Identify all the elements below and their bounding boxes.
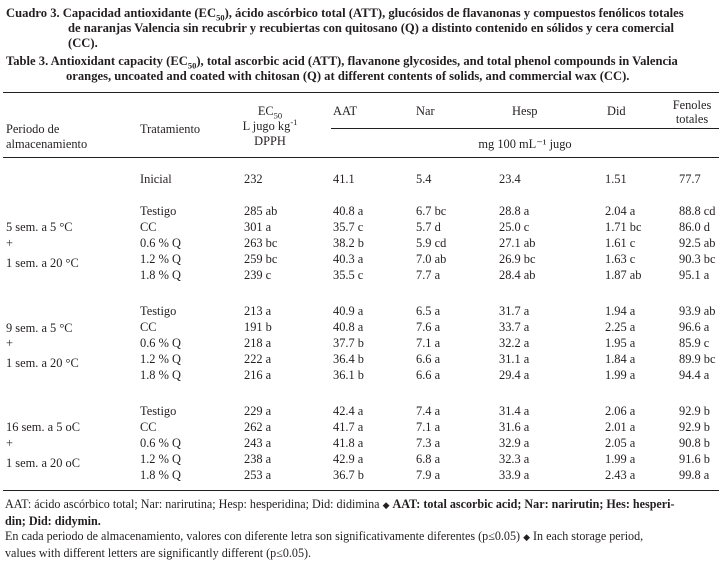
cell-treatment: 1.8 % Q (140, 468, 181, 482)
cell-hesp: 28.4 ab (499, 268, 536, 282)
cell-nar: 6.6 a (416, 352, 441, 366)
footnotes (5, 497, 718, 561)
cell-hesp: 32.3 a (499, 452, 530, 466)
footnote-abbr-l1 (5, 497, 718, 514)
cell-did: 1.84 a (605, 352, 636, 366)
cell-fenoles: 96.6 a (679, 320, 710, 334)
caption-en-text: Table 3. Antioxidant capacity (EC (6, 54, 188, 68)
caption-es-line2: de naranjas Valencia sin recubrir y recubiertas con quitosano (Q) a distinto contenido en sólidos y cera comercial (68, 21, 675, 35)
cell-did: 1.95 a (605, 336, 636, 350)
header-ec50-unit-sup: -1 (290, 116, 298, 127)
header-dpph: DPPH (254, 134, 286, 148)
period-label-l1: 16 sem. a 5 oC (6, 420, 80, 434)
header-rule (3, 157, 719, 158)
cell-treatment: Testigo (140, 204, 177, 218)
cell-ec50: 239 c (244, 268, 272, 282)
cell-fenoles: 86.0 d (679, 220, 710, 234)
cell-ec50: 285 ab (244, 204, 278, 218)
cell-ec50: 216 a (244, 368, 272, 382)
header-treatment: Tratamiento (140, 122, 201, 136)
cell-hesp: 31.4 a (499, 404, 530, 418)
cell-ec50: 222 a (244, 352, 272, 366)
cell-nar: 6.7 bc (416, 204, 447, 218)
cell-ec50: 229 a (244, 404, 272, 418)
cell-hesp: 23.4 (499, 172, 521, 186)
header-nar: Nar (416, 104, 435, 118)
cell-treatment: Testigo (140, 404, 177, 418)
bottom-rule (3, 490, 719, 491)
cell-nar: 7.4 a (416, 404, 441, 418)
cell-hesp: 31.6 a (499, 420, 530, 434)
footnote-abbr-en: AAT: total ascorbic acid; Nar: narirutin; Hes: hesperi- (392, 497, 675, 511)
cell-fenoles: 95.1 a (679, 268, 710, 282)
cell-aat: 36.1 b (333, 368, 364, 382)
cell-did: 1.94 a (605, 304, 636, 318)
cell-aat: 35.7 c (333, 220, 364, 234)
footnote-sig-l2: values with different letters are significantly different (p≤0.05). (5, 545, 312, 560)
caption-es-text: Cuadro 3. Capacidad antioxidante (EC (6, 6, 217, 20)
period-label-l2: + (6, 436, 13, 450)
cell-nar: 5.7 d (416, 220, 441, 234)
header-unit: mg 100 mL⁻¹ jugo (478, 137, 572, 151)
cell-ec50: 301 a (244, 220, 272, 234)
cell-aat: 41.7 a (333, 420, 364, 434)
cell-treatment: CC (140, 320, 157, 334)
header-fenoles-l2: totales (675, 112, 709, 126)
cell-aat: 40.9 a (333, 304, 364, 318)
period-label-l1: 9 sem. a 5 °C (6, 321, 73, 335)
header-hesp: Hesp (512, 104, 538, 118)
period-label-l3: 1 sem. a 20 °C (6, 256, 79, 270)
cell-hesp: 26.9 bc (499, 252, 536, 266)
cell-ec50: 218 a (244, 336, 272, 350)
unit-rule (331, 128, 719, 129)
cell-did: 1.99 a (605, 368, 636, 382)
cell-fenoles: 88.8 cd (679, 204, 716, 218)
cell-did: 1.71 bc (605, 220, 642, 234)
cell-nar: 7.3 a (416, 436, 441, 450)
cell-treatment: 0.6 % Q (140, 336, 181, 350)
footnote-abbr-l2 (5, 514, 718, 530)
cell-fenoles: 77.7 (679, 172, 701, 186)
cell-ec50: 191 b (244, 320, 272, 334)
cell-did: 1.61 c (605, 236, 636, 250)
cell-did: 2.43 a (605, 468, 636, 482)
cell-nar: 7.1 a (416, 420, 441, 434)
cell-did: 1.63 c (605, 252, 636, 266)
cell-ec50: 243 a (244, 436, 272, 450)
cell-aat: 41.8 a (333, 436, 364, 450)
cell-nar: 7.7 a (416, 268, 441, 282)
cell-aat: 40.8 a (333, 204, 364, 218)
footnote-abbr-en-l2: din; Did: didymin. (5, 513, 101, 528)
top-rule (3, 92, 719, 93)
table-caption-en (6, 54, 718, 84)
cell-did: 2.25 a (605, 320, 636, 334)
header-period-l1: Periodo de (6, 122, 60, 136)
cell-aat: 40.8 a (333, 320, 364, 334)
cell-did: 2.04 a (605, 204, 636, 218)
header-fenoles-l1: Fenoles (672, 98, 712, 112)
cell-hesp: 27.1 ab (499, 236, 536, 250)
cell-nar: 6.6 a (416, 368, 441, 382)
cell-fenoles: 90.8 b (679, 436, 710, 450)
cell-treatment: 0.6 % Q (140, 236, 181, 250)
cell-fenoles: 91.6 b (679, 452, 710, 466)
period-label-l2: + (6, 336, 13, 350)
cell-fenoles: 89.9 bc (679, 352, 716, 366)
cell-aat: 38.2 b (333, 236, 364, 250)
cell-ec50: 263 bc (244, 236, 278, 250)
header-aat: AAT (333, 104, 358, 118)
cell-hesp: 29.4 a (499, 368, 530, 382)
footnote-sig-en: In each storage period, (533, 529, 644, 543)
period-label-l1: 5 sem. a 5 °C (6, 220, 73, 234)
cell-hesp: 31.7 a (499, 304, 530, 318)
caption-es-line3: (CC). (68, 36, 98, 50)
cell-nar: 7.1 a (416, 336, 441, 350)
cell-nar: 6.5 a (416, 304, 441, 318)
cell-treatment: 0.6 % Q (140, 436, 181, 450)
cell-aat: 36.7 b (333, 468, 364, 482)
table-caption-es (6, 6, 718, 51)
cell-nar: 5.9 cd (416, 236, 447, 250)
cell-fenoles: 92.5 ab (679, 236, 716, 250)
cell-ec50: 213 a (244, 304, 272, 318)
header-ec50-unit (220, 116, 320, 133)
cell-did: 1.99 a (605, 452, 636, 466)
cell-treatment: 1.8 % Q (140, 368, 181, 382)
caption-en-sub: 50 (187, 60, 197, 71)
cell-treatment: CC (140, 220, 157, 234)
cell-did: 2.06 a (605, 404, 636, 418)
caption-en-line2: oranges, uncoated and coated with chitosan (Q) at different contents of solids, and commercial wax (CC). (66, 69, 630, 83)
cell-aat: 42.4 a (333, 404, 364, 418)
cell-aat: 37.7 b (333, 336, 364, 350)
cell-hesp: 25.0 c (499, 220, 530, 234)
cell-did: 1.87 ab (605, 268, 642, 282)
cell-hesp: 32.2 a (499, 336, 530, 350)
header-ec50-text: EC (257, 104, 274, 118)
cell-treatment: 1.2 % Q (140, 252, 181, 266)
header-did: Did (607, 104, 626, 118)
cell-hesp: 33.9 a (499, 468, 530, 482)
cell-ec50: 238 a (244, 452, 272, 466)
cell-fenoles: 92.9 b (679, 404, 710, 418)
cell-fenoles: 85.9 c (679, 336, 710, 350)
footnote-abbr-es: AAT: ácido ascórbico total; Nar: narirutina; Hesp: hesperidina; Did: didimina (5, 497, 380, 511)
cell-treatment: 1.2 % Q (140, 452, 181, 466)
cell-hesp: 32.9 a (499, 436, 530, 450)
cell-nar: 6.8 a (416, 452, 441, 466)
cell-ec50: 232 (244, 172, 263, 186)
cell-did: 2.05 a (605, 436, 636, 450)
cell-fenoles: 90.3 bc (679, 252, 716, 266)
cell-hesp: 28.8 a (499, 204, 530, 218)
cell-hesp: 33.7 a (499, 320, 530, 334)
header-period-l2: almacenamiento (6, 137, 88, 151)
caption-es-sub: 50 (216, 12, 225, 23)
cell-fenoles: 94.4 a (679, 368, 710, 382)
cell-aat: 42.9 a (333, 452, 364, 466)
cell-did: 1.51 (605, 172, 627, 186)
header-ec50 (220, 104, 320, 121)
period-label-l3: 1 sem. a 20 °C (6, 356, 79, 370)
caption-en-text-end: ), total ascorbic acid (ATT), flavanone glycosides, and total phenol compounds in Valencia (196, 54, 678, 68)
cell-ec50: 259 bc (244, 252, 278, 266)
caption-es-text-end: ), ácido ascórbico total (ATT), glucósidos de flavanonas y compuestos fenólicos totales (224, 6, 684, 20)
cell-nar: 7.6 a (416, 320, 441, 334)
cell-fenoles: 99.8 a (679, 468, 710, 482)
separator-diamond-icon: ◆ (523, 532, 530, 542)
cell-treatment: Testigo (140, 304, 177, 318)
cell-treatment: 1.8 % Q (140, 268, 181, 282)
cell-did: 2.01 a (605, 420, 636, 434)
footnote-sig-es: En cada periodo de almacenamiento, valores con diferente letra son significativamente diferentes (p≤0.05) (5, 529, 521, 543)
period-label-l2: + (6, 236, 13, 250)
cell-aat: 35.5 c (333, 268, 364, 282)
cell-nar: 7.0 ab (416, 252, 447, 266)
cell-hesp: 31.1 a (499, 352, 530, 366)
cell-nar: 5.4 (416, 172, 432, 186)
cell-fenoles: 93.9 ab (679, 304, 716, 318)
separator-diamond-icon: ◆ (382, 500, 390, 510)
header-ec50-sub: 50 (273, 110, 283, 121)
footnote-sig-l1 (5, 529, 718, 546)
period-label-l3: 1 sem. a 20 oC (6, 456, 80, 470)
cell-aat: 36.4 b (333, 352, 364, 366)
cell-ec50: 253 a (244, 468, 272, 482)
cell-treatment: Inicial (140, 172, 172, 186)
cell-aat: 41.1 (333, 172, 355, 186)
cell-aat: 40.3 a (333, 252, 364, 266)
cell-treatment: CC (140, 420, 157, 434)
cell-ec50: 262 a (244, 420, 272, 434)
header-ec50-unit-text: L jugo kg (242, 119, 291, 133)
cell-treatment: 1.2 % Q (140, 352, 181, 366)
cell-fenoles: 92.9 b (679, 420, 710, 434)
cell-nar: 7.9 a (416, 468, 441, 482)
